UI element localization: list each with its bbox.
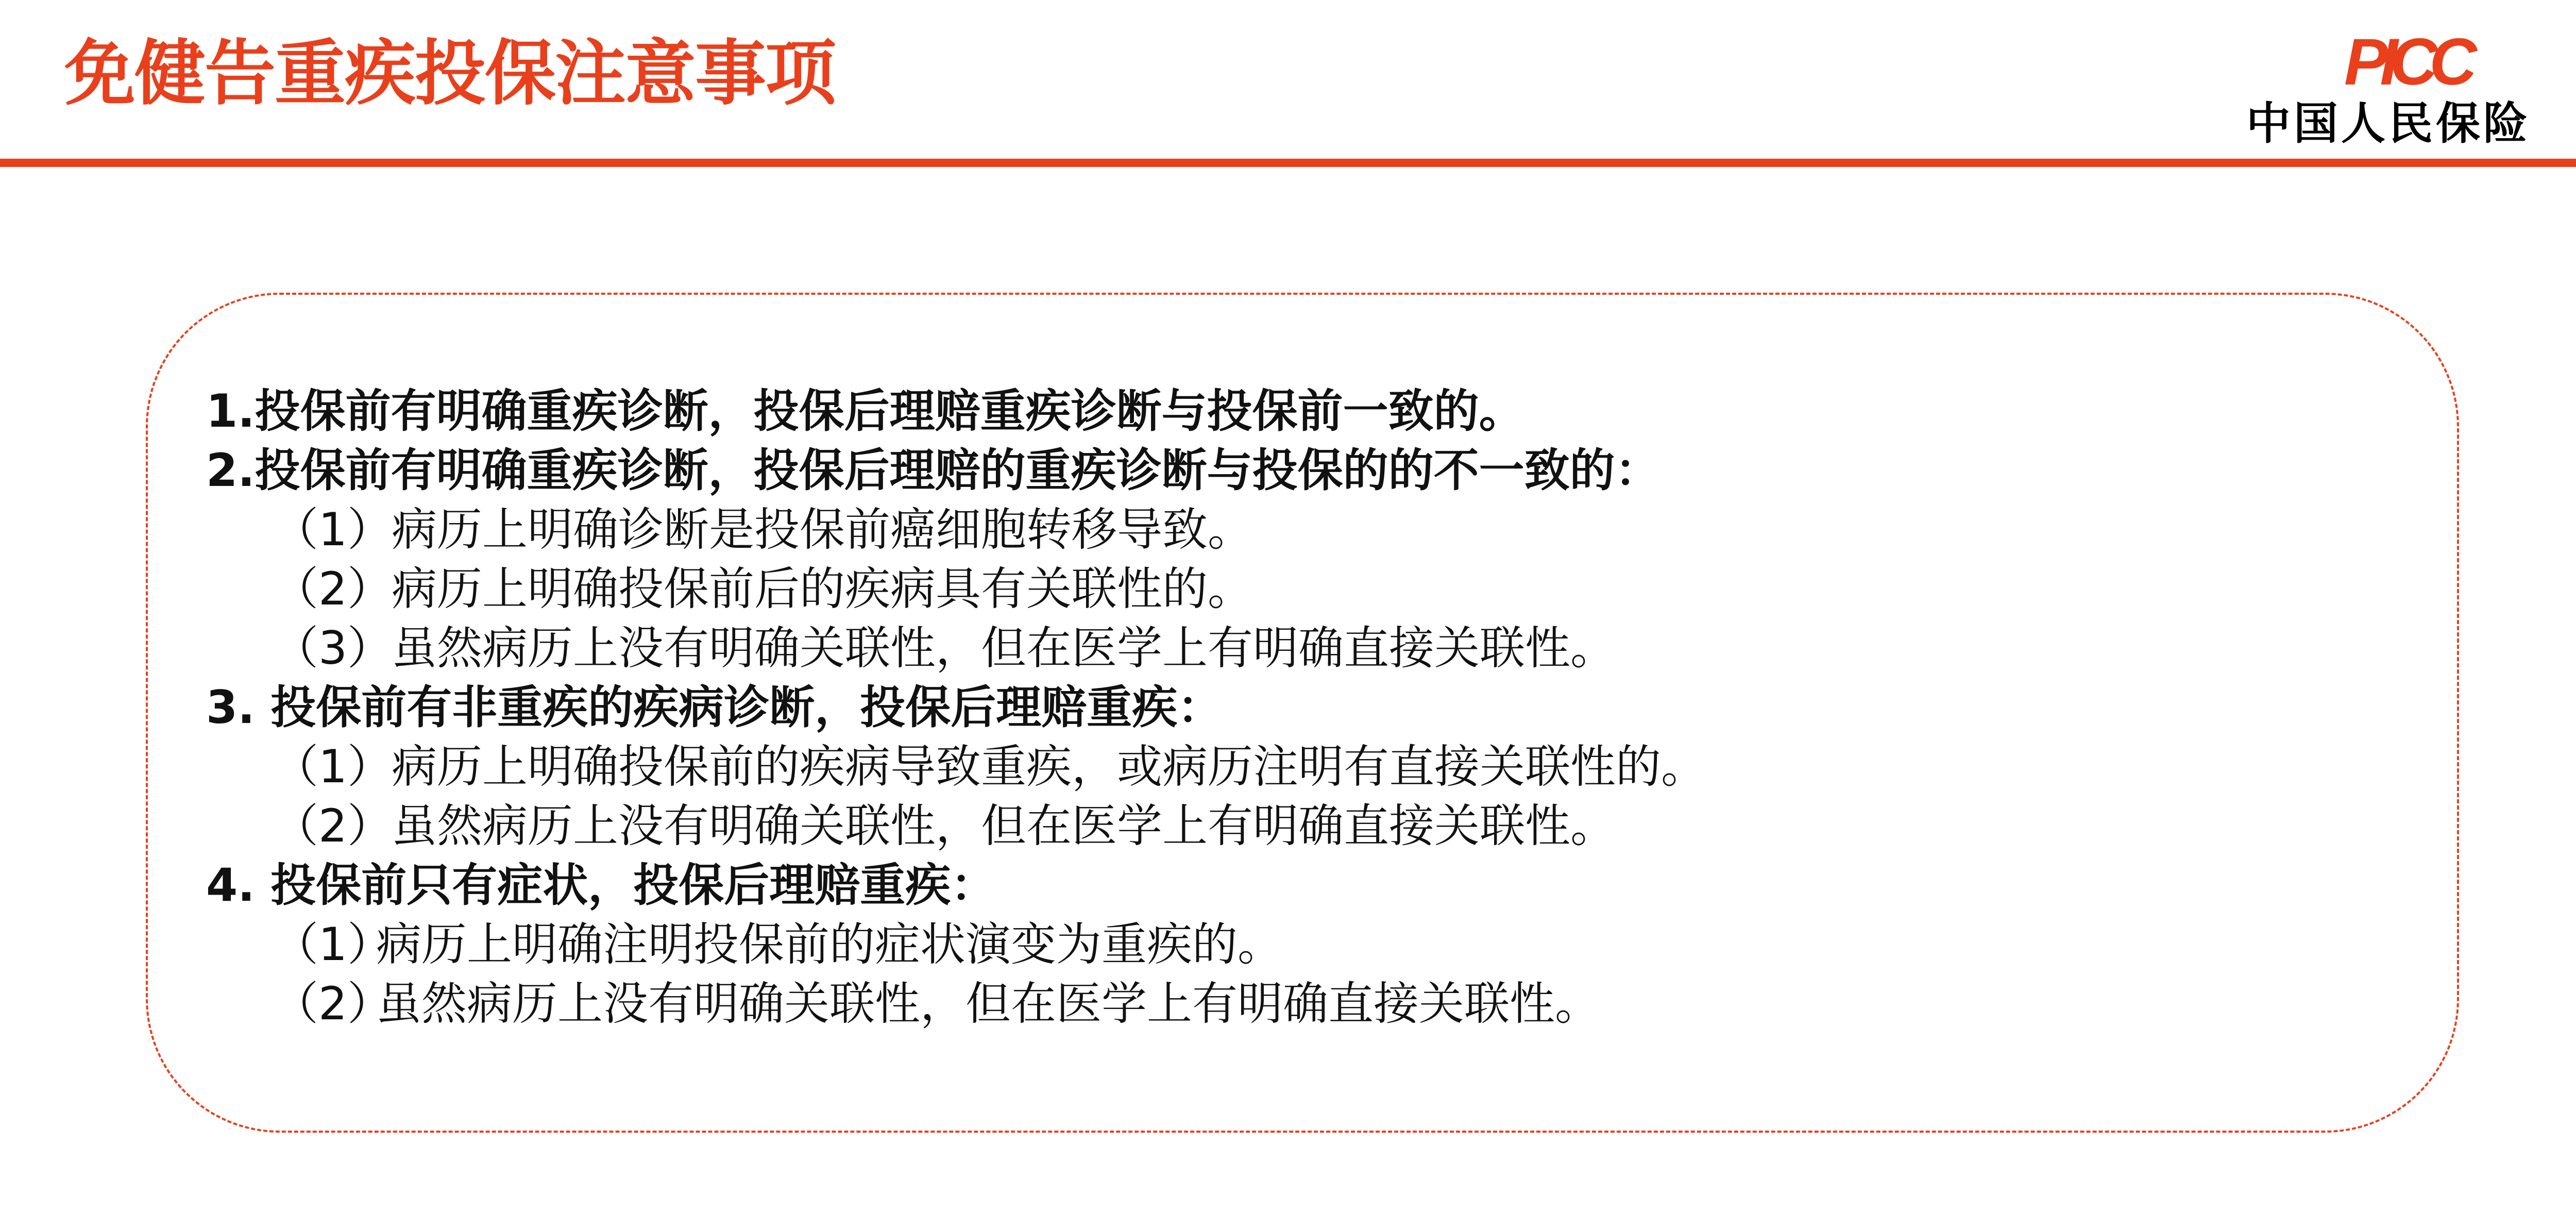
list-item xyxy=(206,500,2421,559)
list-item xyxy=(206,915,2421,974)
sub-number: （1） xyxy=(273,503,393,556)
item-heading-4: 4. 投保前只有症状，投保后理赔重疾： xyxy=(206,859,996,912)
header-divider xyxy=(0,159,2576,167)
notes-list xyxy=(206,381,2421,1033)
sub-number: （2） xyxy=(273,977,393,1030)
list-item xyxy=(206,618,2421,678)
sub-text: 虽然病历上没有明确关联性，但在医学上有明确直接关联性。 xyxy=(392,621,1616,675)
sub-text: 虽然病历上没有明确关联性，但在医学上有明确直接关联性。 xyxy=(392,799,1616,852)
sub-text: 病历上明确投保前的疾病导致重疾，或病历注明有直接关联性的。 xyxy=(392,740,1707,793)
list-item xyxy=(206,559,2421,618)
item-heading-2: 2.投保前有明确重疾诊断，投保后理赔的重疾诊断与投保的的不一致的： xyxy=(206,444,1660,497)
sub-text: 虽然病历上没有明确关联性，但在医学上有明确直接关联性。 xyxy=(376,977,1601,1030)
list-item xyxy=(206,974,2421,1033)
item-heading-3: 3. 投保前有非重疾的疾病诊断，投保后理赔重疾： xyxy=(206,681,1223,734)
sub-text: 病历上明确投保前后的疾病具有关联性的。 xyxy=(392,562,1253,615)
sub-number: （2） xyxy=(273,799,393,852)
sub-number: （1） xyxy=(273,740,393,793)
sub-text: 病历上明确诊断是投保前癌细胞转移导致。 xyxy=(392,503,1253,556)
sub-text: 病历上明确注明投保前的症状演变为重疾的。 xyxy=(376,918,1283,971)
sub-number: （2） xyxy=(273,562,393,615)
logo-mark: PICC xyxy=(2344,25,2469,99)
logo-company-name: 中国人民保险 xyxy=(2246,98,2531,149)
sub-number: （1） xyxy=(273,918,393,971)
item-heading-1: 1.投保前有明确重疾诊断，投保后理赔重疾诊断与投保前一致的。 xyxy=(206,384,1524,438)
list-item xyxy=(206,737,2421,796)
sub-number: （3） xyxy=(273,621,393,675)
list-item xyxy=(206,796,2421,855)
picc-logo xyxy=(2246,25,2576,150)
page-title: 免健告重疾投保注意事项 xyxy=(64,32,836,115)
